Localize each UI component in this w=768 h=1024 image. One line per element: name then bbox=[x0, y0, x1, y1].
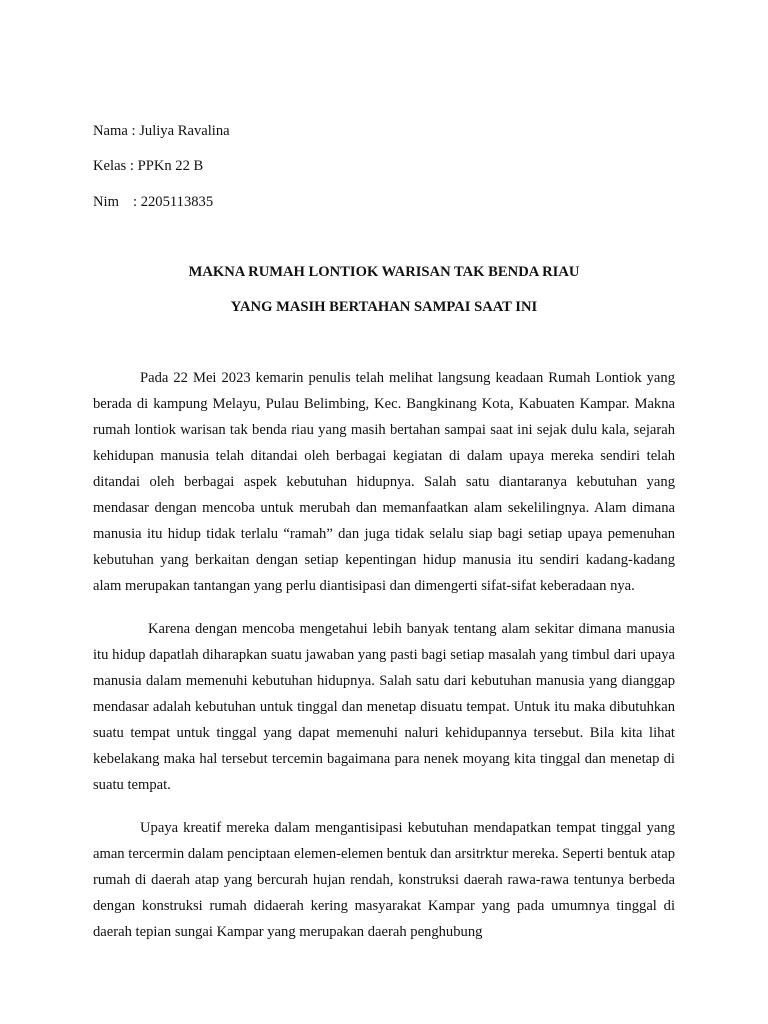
paragraph: Karena dengan mencoba mengetahui lebih banyak tentang alam sekitar dimana manusia itu hidup dapatlah diharapkan suatu jawaban yang pasti bagi setiap masalah yang timbul dari upaya manusia dalam memenuhi kebutuhan hidupnya. Salah satu dari kebutuhan manusia yang dianggap mendasar adalah kebutuhan untuk tinggal dan menetap disuatu tempat. Untuk itu maka dibutuhkan suatu tempat untuk tinggal yang dapat memenuhi naluri kehidupannya tersebut. Bila kita lihat kebelakang maka hal tersebut tercemin bagaimana para nenek moyang kita tinggal dan menetap di suatu tempat. bbox=[93, 621, 675, 793]
nama-label: Nama bbox=[93, 123, 128, 139]
paragraph: Pada 22 Mei 2023 kemarin penulis telah melihat langsung keadaan Rumah Lontiok yang berada di kampung Melayu, Pulau Belimbing, Kec. Bangkinang Kota, Kabuaten Kampar. Makna rumah lontiok warisan tak benda riau yang masih bertahan sampai saat ini sejak dulu kala, sejarah kehidupan manusia telah ditandai oleh berbagai kegiatan di dalam upaya mereka sendiri telah ditandai oleh berbagai aspek kebutuhan hidupnya. Salah satu diantaranya kebutuhan yang mendasar dengan mencoba untuk merubah dan memanfaatkan alam sekelilingnya. Alam dimana manusia itu hidup tidak terlalu “ramah” dan juga tidak selalu siap bagi setiap upaya pemenuhan kebutuhan yang berkaitan dengan setiap kepentingan hidup manusia itu sendiri kadang-kadang alam merupakan tantangan yang perlu diantisipasi dan dimengerti sifat-sifat keberadaan nya. bbox=[93, 370, 675, 594]
kelas-separator: : bbox=[129, 158, 138, 174]
kelas-value: PPKn 22 B bbox=[137, 158, 204, 174]
nama-separator: : bbox=[131, 123, 140, 139]
document-title-line-1: MAKNA RUMAH LONTIOK WARISAN TAK BENDA RIAU bbox=[188, 264, 580, 280]
kelas-label: Kelas bbox=[93, 158, 127, 174]
document-title-line-2: YANG MASIH BERTAHAN SAMPAI SAAT INI bbox=[230, 299, 538, 315]
nama-line bbox=[93, 121, 230, 141]
kelas-line bbox=[93, 156, 203, 176]
document-body bbox=[93, 365, 675, 962]
paragraph: Upaya kreatif mereka dalam mengantisipasi kebutuhan mendapatkan tempat tinggal yang aman tercermin dalam penciptaan elemen-elemen bentuk dan arsitrktur mereka. Seperti bentuk atap rumah di daerah atap yang bercurah hujan rendah, konstruksi daerah rawa-rawa tentunya berbeda dengan konstruksi rumah didaerah kering masyarakat Kampar yang pada umumnya tinggal di daerah tepian sungai Kampar yang merupakan daerah penghubung bbox=[93, 820, 675, 940]
nim-value: 2205113835 bbox=[140, 194, 214, 210]
nim-separator: : bbox=[133, 194, 141, 210]
nim-line bbox=[93, 192, 213, 212]
nim-label: Nim bbox=[93, 194, 119, 210]
nama-value: Juliya Ravalina bbox=[139, 123, 230, 139]
